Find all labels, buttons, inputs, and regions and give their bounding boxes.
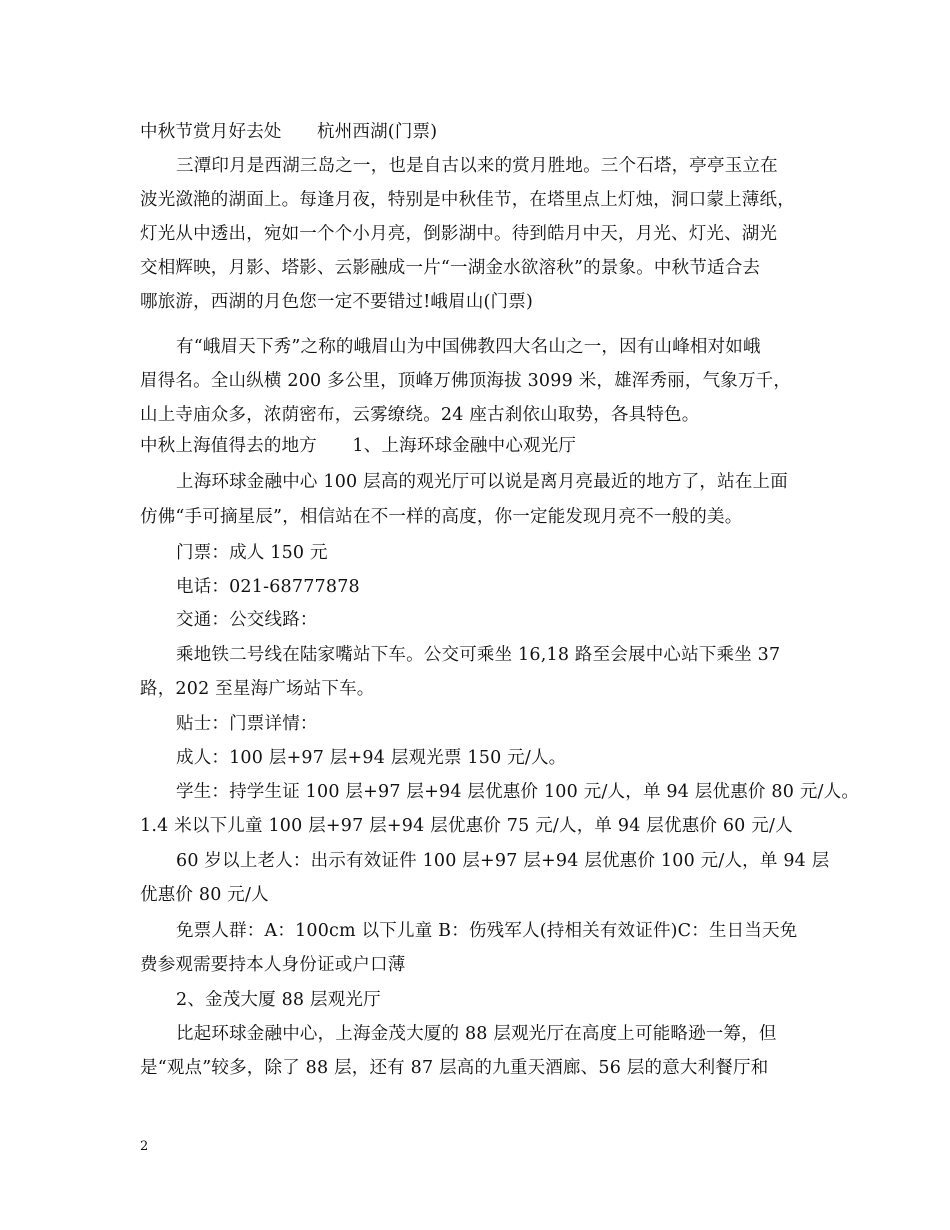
text-line: 三潭印月是西湖三岛之一，也是自古以来的赏月胜地。三个石塔，亭亭玉立在 xyxy=(176,156,778,176)
text-line: 灯光从中透出，宛如一个个小月亮，倒影湖中。待到皓月中天，月光、灯光、湖光 xyxy=(140,224,778,244)
section-heading-hangzhou: 中秋节赏月好去处 杭州西湖(门票) xyxy=(140,122,438,142)
text-line: 交相辉映，月影、塔影、云影融成一片“一湖金水欲溶秋”的景象。中秋节适合去 xyxy=(140,258,761,278)
text-line: 是“观点”较多，除了 88 层，还有 87 层高的九重天酒廊、56 层的意大利餐厅和 xyxy=(140,1058,769,1078)
text-line: 60 岁以上老人：出示有效证件 100 层+97 层+94 层优惠价 100 元/人，单 94 层 xyxy=(176,851,830,871)
text-line: 乘地铁二号线在陆家嘴站下车。公交可乘坐 16,18 路至会展中心站下乘坐 37 xyxy=(176,645,781,665)
text-line: 比起环球金融中心，上海金茂大厦的 88 层观光厅在高度上可能略逊一筹，但 xyxy=(176,1024,777,1044)
section-heading-shanghai: 中秋上海值得去的地方 1、上海环球金融中心观光厅 xyxy=(140,436,577,456)
text-line: 贴士：门票详情： xyxy=(176,714,318,734)
text-line: 费参观需要持本人身份证或户口薄 xyxy=(140,955,406,975)
text-line: 仿佛“手可摘星辰”，相信站在不一样的高度，你一定能发现月亮不一般的美。 xyxy=(140,507,743,527)
text-line: 交通：公交线路： xyxy=(176,610,318,630)
text-line: 电话：021-68777878 xyxy=(176,577,360,597)
text-line: 成人：100 层+97 层+94 层观光票 150 元/人。 xyxy=(176,748,567,768)
text-line: 门票：成人 150 元 xyxy=(176,543,328,563)
text-line: 哪旅游，西湖的月色您一定不要错过!峨眉山(门票) xyxy=(140,292,533,312)
text-line: 眉得名。全山纵横 200 多公里，顶峰万佛顶海拔 3099 米，雄浑秀丽，气象万千， xyxy=(140,371,792,391)
text-line: 波光潋滟的湖面上。每逢月夜，特别是中秋佳节，在塔里点上灯烛，洞口蒙上薄纸， xyxy=(140,190,795,210)
text-line: 免票人群：A：100cm 以下儿童 B：伤残军人(持相关有效证件)C：生日当天免 xyxy=(176,921,798,941)
text-line: 上海环球金融中心 100 层高的观光厅可以说是离月亮最近的地方了，站在上面 xyxy=(176,472,788,492)
text-line: 1.4 米以下儿童 100 层+97 层+94 层优惠价 75 元/人，单 94 层优惠价 60 元/人 xyxy=(140,816,793,836)
text-line: 优惠价 80 元/人 xyxy=(140,885,269,905)
text-line: 山上寺庙众多，浓荫密布，云雾缭绕。24 座古刹依山取势，各具特色。 xyxy=(140,405,700,425)
subheading-jinmao: 2、金茂大厦 88 层观光厅 xyxy=(176,990,381,1010)
page-number: 2 xyxy=(140,1139,149,1154)
text-line: 路，202 至星海广场站下车。 xyxy=(140,679,375,699)
text-line: 有“峨眉天下秀”之称的峨眉山为中国佛教四大名山之一，因有山峰相对如峨 xyxy=(176,337,761,357)
text-line: 学生：持学生证 100 层+97 层+94 层优惠价 100 元/人，单 94 层优惠价 80 元/人。 xyxy=(176,782,860,802)
